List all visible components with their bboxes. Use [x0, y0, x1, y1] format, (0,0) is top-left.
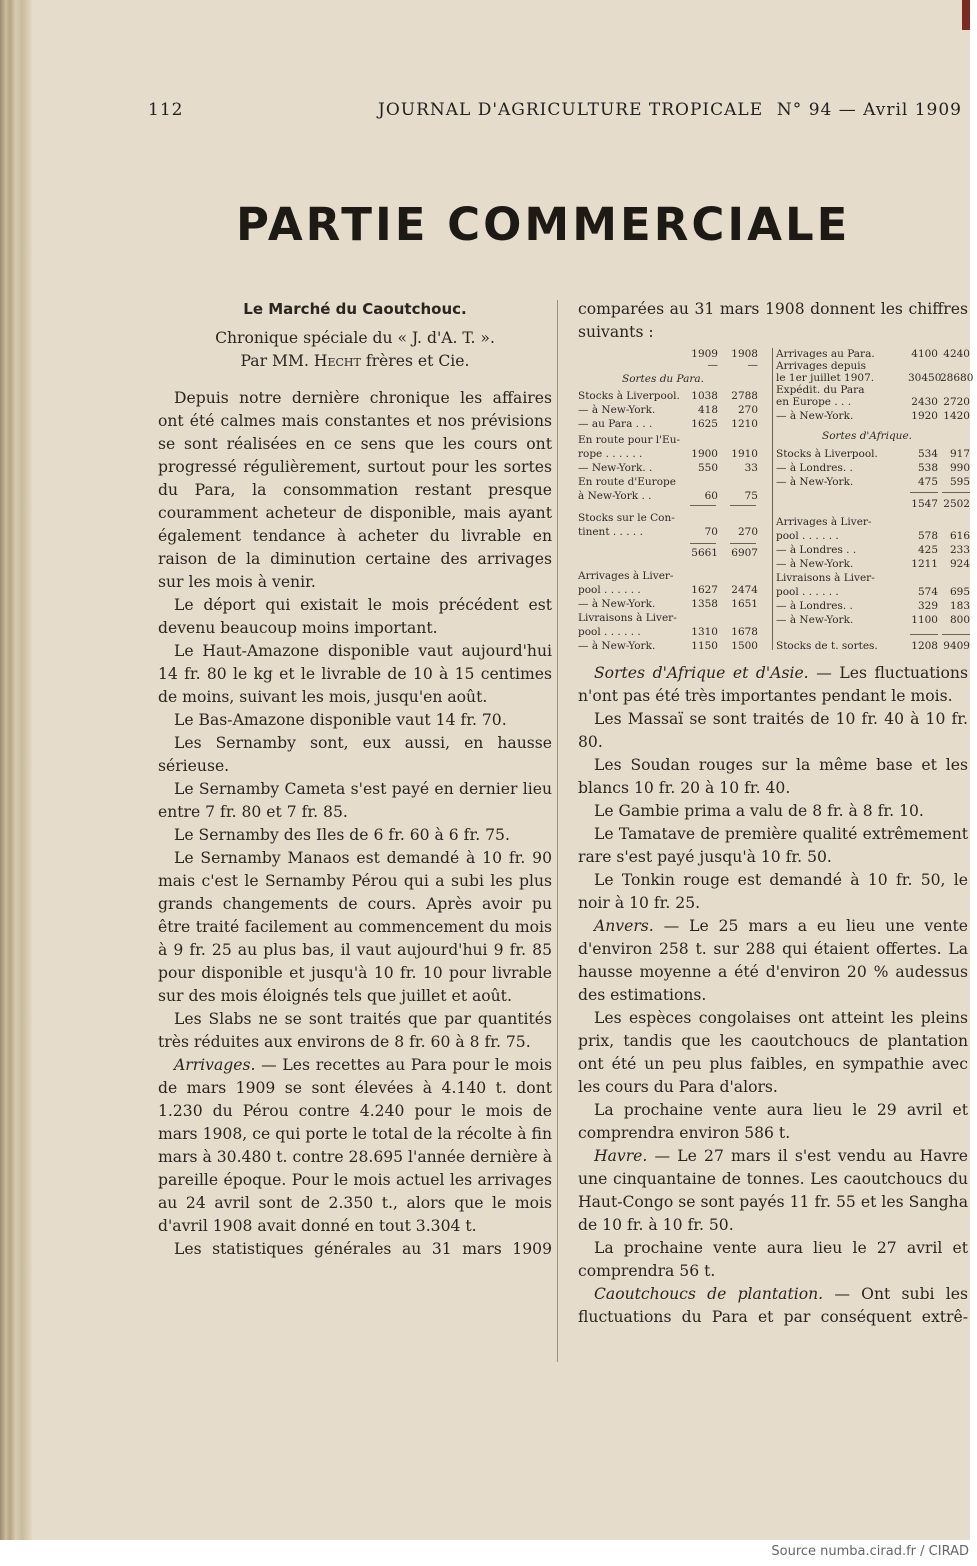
table-row-label: — à New-York. — [776, 476, 854, 488]
paragraph-afrique: Sortes d'Afrique et d'Asie. — Les fluctuations n'ont pas été très importantes pendant le mois. — [578, 664, 968, 705]
table-row-label: — à New-York. — [578, 404, 656, 416]
table-value-1909: 578 — [917, 530, 938, 542]
column-divider — [557, 300, 558, 1362]
section-heading-para: Sortes du Para. — [622, 373, 704, 385]
year-1909: 1909 — [691, 348, 718, 360]
table-row-label: — à New-York. — [776, 614, 854, 626]
table-value-1909: 475 — [917, 476, 938, 488]
sum-rule — [942, 492, 970, 493]
table-row-label: en Europe . . . — [776, 396, 852, 408]
table-row-label: — à Londres. . — [776, 462, 853, 474]
table-value-1908: 1500 — [731, 640, 758, 652]
table-value-1909: 1038 — [691, 390, 718, 402]
table-row-label: Arrivages à Liver- — [578, 570, 674, 582]
table-value-1908: 28680 — [940, 372, 974, 384]
table-value-1908: 2788 — [731, 390, 758, 402]
table-row-label: — à New-York. — [776, 410, 854, 422]
sum-rule — [730, 543, 756, 544]
table-value-1908: 2720 — [943, 396, 970, 408]
table-row-label: pool . . . . . . — [776, 530, 839, 542]
source-credit: Source numba.cirad.fr / CIRAD — [771, 1544, 969, 1559]
table-value-1909: 425 — [917, 544, 938, 556]
paragraph-stats-intro: Les statistiques générales au 31 mars 1909 — [174, 1240, 552, 1258]
paragraph-stats-continued: comparées au 31 mars 1908 donnent les chiffres suivants : — [578, 300, 968, 341]
page-number: 112 — [148, 100, 184, 120]
table-value-1908: 1678 — [731, 626, 758, 638]
table-value-1909: 550 — [697, 462, 718, 474]
table-value-1908: 1910 — [731, 448, 758, 460]
table-row-label: — à New-York. — [776, 558, 854, 570]
table-value-1909: 1310 — [691, 626, 718, 638]
table-row-label: Arrivages à Liver- — [776, 516, 872, 528]
table-value-1909: 1627 — [691, 584, 718, 596]
paragraph: Le Gambie prima a valu de 8 fr. à 8 fr. 10. — [594, 802, 924, 820]
paragraph: Le Tonkin rouge est demandé à 10 fr. 50, le noir à 10 fr. 25. — [578, 871, 968, 912]
left-column — [158, 298, 552, 1261]
table-row-label: Arrivages au Para. — [776, 348, 875, 360]
table-value-1908: 595 — [949, 476, 970, 488]
right-paragraphs — [578, 662, 968, 1329]
table-row-label: pool . . . . . . — [578, 584, 641, 596]
paragraph: Le Sernamby Cameta s'est payé en dernier lieu entre 7 fr. 80 et 7 fr. 85. — [158, 780, 552, 821]
table-value-1908: 1420 — [943, 410, 970, 422]
table-row-label: le 1er juillet 1907. — [776, 372, 875, 384]
table-row-label: Expédit. du Para — [776, 384, 865, 396]
paragraph: La prochaine vente aura lieu le 29 avril et comprendra environ 586 t. — [578, 1101, 968, 1142]
paragraph-havre-next: La prochaine vente aura lieu le 27 avril et comprendra 56 t. — [578, 1239, 968, 1280]
paragraph-havre: Havre. — Le 27 mars il s'est vendu au Havre une cinquantaine de tonnes. Les caoutchoucs du Haut-Congo se sont payés 11 fr. 55 et les Sangha de 10 fr. à 10 fr. 50. — [578, 1147, 968, 1234]
table-value-1909: 418 — [697, 404, 718, 416]
table-value-1909: 1625 — [691, 418, 718, 430]
table-value-1908: 2502 — [943, 498, 970, 510]
table-value-1908: 270 — [737, 404, 758, 416]
table-row-label: Stocks à Liverpool. — [776, 448, 878, 460]
paragraph-plantation: Caoutchoucs de plantation. — Ont subi les fluctuations du Para et par conséquent extrê- — [578, 1285, 968, 1326]
table-row-label: En route pour l'Eu- — [578, 434, 681, 446]
sum-rule — [690, 505, 716, 506]
table-row-label: pool . . . . . . — [776, 586, 839, 598]
table-value-1909: 1208 — [911, 640, 938, 652]
table-row-label: — au Para . . . — [578, 418, 653, 430]
table-value-1908: 233 — [949, 544, 970, 556]
table-value-1908: 917 — [949, 448, 970, 460]
left-paragraphs — [158, 387, 552, 1054]
paragraph: Les Slabs ne se sont traités que par quantités très réduites aux environs de 8 fr. 60 à 8 fr. 75. — [158, 1010, 552, 1051]
table-value-1908: 616 — [949, 530, 970, 542]
paragraph-arrivages: Arrivages. — Les recettes au Para pour le mois de mars 1909 se sont élevées à 4.140 t. dont 1.230 du Pérou contre 4.240 pour le mois de mars 1908, ce qui porte le total de la récolte à fin mars à 30.480 t. contre 28.695 l'année dernière à pareille époque. Pour le mois actuel les arrivages au 24 avril sont de 2.350 t., alors que le mois d'avril 1908 avait donné en tout 3.304 t. — [158, 1056, 552, 1235]
table-row-label: tinent . . . . . — [578, 526, 643, 538]
table-value-1908: 695 — [949, 586, 970, 598]
article-heading: Le Marché du Caoutchouc. — [243, 300, 467, 318]
page-edge — [0, 0, 32, 1540]
paragraph-anvers: Anvers. — Le 25 mars a eu lieu une vente d'environ 258 t. sur 288 qui étaient offertes. La hausse moyenne a été d'environ 20 % audessus des estimations. — [578, 917, 968, 1004]
table-value-1908: 2474 — [731, 584, 758, 596]
table-row-label: à New-York . . — [578, 490, 652, 502]
sum-rule — [942, 634, 970, 635]
table-row-label: Stocks sur le Con- — [578, 512, 675, 524]
dash: — — [747, 359, 758, 371]
table-value-1908: 270 — [737, 526, 758, 538]
table-value-1909: 538 — [917, 462, 938, 474]
byline-chronicle: Chronique spéciale du « J. d'A. T. ». — [215, 329, 495, 347]
table-value-1909: 1547 — [911, 498, 938, 510]
dash: — — [707, 359, 718, 371]
table-value-1908: 800 — [949, 614, 970, 626]
table-row-label: rope . . . . . . — [578, 448, 643, 460]
table-row-label: — New-York. . — [578, 462, 653, 474]
paragraph: Le Tamatave de première qualité extrêmement rare s'est payé jusqu'à 10 fr. 50. — [578, 825, 968, 866]
table-value-1909: 30450 — [908, 372, 942, 384]
paragraph: Le Haut-Amazone disponible vaut aujourd'hui 14 fr. 80 le kg et le livrable de 10 à 15 centimes de moins, suivant les mois, jusqu'en août. — [158, 642, 552, 706]
table-value-1908: 924 — [949, 558, 970, 570]
paragraph: Le déport qui existait le mois précédent est devenu beaucoup moins important. — [158, 596, 552, 637]
byline-authors: Par MM. Hecht frères et Cie. — [240, 352, 470, 370]
paragraph: Le Bas-Amazone disponible vaut 14 fr. 70. — [174, 711, 507, 729]
page-title: PARTIE COMMERCIALE — [236, 198, 851, 251]
table-row-label: Livraisons à Liver- — [578, 612, 677, 624]
table-divider — [772, 348, 773, 650]
table-value-1909: 2430 — [911, 396, 938, 408]
table-value-1908: 9409 — [943, 640, 970, 652]
sum-rule — [730, 505, 756, 506]
table-row-label: Livraisons à Liver- — [776, 572, 875, 584]
journal-title: JOURNAL D'AGRICULTURE TROPICALE — [378, 100, 764, 120]
table-value-1908: 1651 — [731, 598, 758, 610]
table-value-1909: 1920 — [911, 410, 938, 422]
table-row-label: — à New-York. — [578, 640, 656, 652]
sum-rule — [690, 543, 716, 544]
paragraph: Le Sernamby des Iles de 6 fr. 60 à 6 fr. 75. — [174, 826, 510, 844]
table-value-1908: 990 — [949, 462, 970, 474]
paragraph: Depuis notre dernière chronique les affaires ont été calmes mais constantes et nos prévisions se sont réalisées en ce sens que les cours ont progressé régulièrement, surtout pour les sortes du Para, la consommation restant presque couramment acheteur de disponible, mais ayant également tendance à acheter du livrable en raison de la diminution certaine des arrivages sur les mois à venir. — [158, 389, 552, 591]
table-value-1909: 1150 — [691, 640, 718, 652]
year-1908: 1908 — [731, 348, 758, 360]
sum-rule — [910, 492, 938, 493]
table-value-1908: 183 — [949, 600, 970, 612]
page-corner-mark — [962, 0, 970, 30]
paragraph: Le Sernamby Manaos est demandé à 10 fr. 90 mais c'est le Sernamby Pérou qui a subi les plus grands changements de cours. Après avoir pu être traité facilement au commencement du mois à 9 fr. 25 au plus bas, il vaut aujourd'hui 9 fr. 85 pour disponible et jusqu'à 10 fr. 10 pour livrable sur des mois éloignés tels que juillet et août. — [158, 849, 552, 1005]
right-paragraph-list-2 — [578, 1007, 968, 1145]
table-value-1909: 1900 — [691, 448, 718, 460]
paragraph: Les Soudan rouges sur la même base et les blancs 10 fr. 20 à 10 fr. 40. — [578, 756, 968, 797]
issue-label: N° 94 — Avril 1909 — [776, 100, 962, 120]
table-row-label: Arrivages depuis — [776, 360, 866, 372]
table-value-1908: 1210 — [731, 418, 758, 430]
table-value-1909: 70 — [704, 526, 718, 538]
table-value-1909: 329 — [917, 600, 938, 612]
table-value-1909: 1100 — [911, 614, 938, 626]
paragraph: Les Massaï se sont traités de 10 fr. 40 à 10 fr. 80. — [578, 710, 968, 751]
paragraph: Les Sernamby sont, eux aussi, en hausse sérieuse. — [158, 734, 552, 775]
table-value-1908: 6907 — [731, 547, 758, 559]
table-value-1909: 1211 — [911, 558, 938, 570]
paragraph: Les espèces congolaises ont atteint les pleins prix, tandis que les caoutchoucs de plantation ont été un peu plus faibles, en sympathie avec les cours du Para d'alors. — [578, 1009, 968, 1096]
table-row-label: pool . . . . . . — [578, 626, 641, 638]
table-row-label: — à New-York. — [578, 598, 656, 610]
right-column — [578, 298, 974, 1329]
table-row-label: — à Londres . . — [776, 544, 857, 556]
table-row-label: — à Londres. . — [776, 600, 853, 612]
table-value-1908: 4240 — [943, 348, 970, 360]
table-value-1908: 75 — [744, 490, 758, 502]
table-row-label: En route d'Europe — [578, 476, 676, 488]
table-row-label: Stocks à Liverpool. — [578, 390, 680, 402]
table-value-1909: 60 — [704, 490, 718, 502]
table-value-1908: 33 — [744, 462, 758, 474]
right-paragraph-list — [578, 708, 968, 915]
table-value-1909: 534 — [917, 448, 938, 460]
statistics-table — [578, 348, 974, 656]
table-row-label: Stocks de t. sortes. — [776, 640, 878, 652]
table-value-1909: 1358 — [691, 598, 718, 610]
source-footer — [0, 1540, 977, 1566]
sum-rule — [910, 634, 938, 635]
table-value-1909: 574 — [917, 586, 938, 598]
section-heading-afrique: Sortes d'Afrique. — [822, 430, 912, 442]
table-value-1909: 5661 — [691, 547, 718, 559]
table-value-1909: 4100 — [911, 348, 938, 360]
